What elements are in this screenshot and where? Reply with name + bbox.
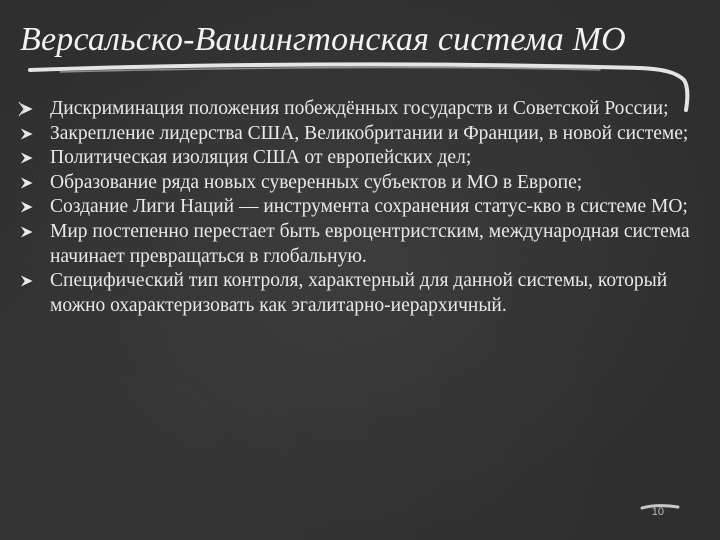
bullet-text: Мир постепенно перестает быть евроцентристским, международная система начинает превращаться в глобальную. xyxy=(50,220,690,267)
list-item xyxy=(18,195,690,220)
list-item xyxy=(18,122,690,147)
page-number: 10 xyxy=(651,506,664,518)
list-item xyxy=(18,269,690,318)
list-item xyxy=(18,97,690,122)
arrow-right-icon xyxy=(18,126,36,142)
bullet-text: Специфический тип контроля, характерный для данной системы, который можно охарактеризовать как эгалитарно-иерархичный. xyxy=(50,270,668,316)
bullet-text: Политическая изоляция США от европейских дел; xyxy=(50,147,472,169)
slide-title: Версальско-Вашингтонская система МО xyxy=(20,21,626,58)
arrow-right-icon xyxy=(18,224,36,240)
list-item xyxy=(18,146,690,171)
bullet-text: Образование ряда новых суверенных субъектов и МО в Европе; xyxy=(50,171,583,193)
bullet-list xyxy=(18,97,690,318)
arrow-right-icon xyxy=(18,101,36,117)
list-item xyxy=(18,171,690,196)
list-item xyxy=(18,220,690,269)
arrow-right-icon xyxy=(18,175,36,191)
arrow-right-icon xyxy=(18,273,36,289)
arrow-right-icon xyxy=(18,150,36,166)
bullet-text: Создание Лиги Наций — инструмента сохранения статус-кво в системе МО; xyxy=(50,196,688,218)
arrow-right-icon xyxy=(18,199,36,215)
bullet-text: Дискриминация положения побеждённых государств и Советской России; xyxy=(50,98,669,119)
bullet-text: Закрепление лидерства США, Великобритании и Франции, в новой системе; xyxy=(50,122,689,144)
